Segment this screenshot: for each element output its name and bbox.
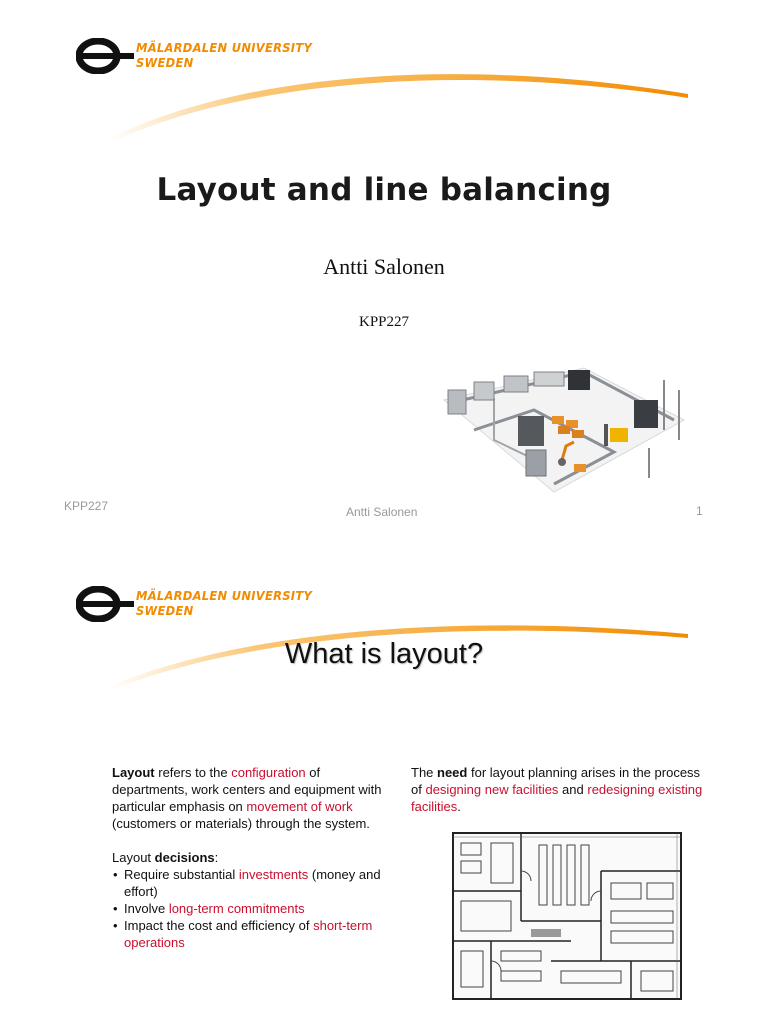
- text-run: Impact the cost and efficiency of: [124, 918, 314, 933]
- logo-line-2: SWEDEN: [136, 55, 194, 70]
- text-run: (customers or materials) through the system.: [112, 816, 370, 831]
- text-run: The: [411, 765, 438, 780]
- logo-line-1: MÄLARDALEN UNIVERSITY: [136, 588, 313, 603]
- factory-layout-illustration: [434, 360, 688, 500]
- bullet-icon: •: [113, 867, 118, 882]
- right-column-text: [411, 764, 711, 815]
- text-run: Involve: [124, 901, 169, 916]
- text-run: refers to the: [154, 765, 232, 780]
- emphasis-redesigning-existing-facilities: redesigning existing facilities: [411, 782, 703, 814]
- left-column-text: [112, 764, 382, 951]
- logo-wordmark: [136, 40, 312, 70]
- mdh-logo-icon: [76, 586, 134, 622]
- term-need: need: [437, 765, 468, 780]
- decisions-heading: [112, 849, 382, 866]
- logo-line-1: MÄLARDALEN UNIVERSITY: [136, 40, 313, 55]
- text-run: Layout: [112, 850, 155, 865]
- text-run: Require substantial: [124, 867, 239, 882]
- bullet-icon: •: [113, 918, 118, 933]
- emphasis-movement-of-work: movement of work: [246, 799, 353, 814]
- text-run: and: [558, 782, 588, 797]
- logo-wordmark: [136, 588, 312, 618]
- list-item: [112, 866, 382, 900]
- emphasis-investments: investments: [238, 867, 309, 882]
- list-item: [112, 917, 382, 951]
- emphasis-configuration: configuration: [231, 765, 306, 780]
- author-name: Antti Salonen: [323, 254, 445, 279]
- university-logo: [76, 586, 313, 626]
- bullet-icon: •: [113, 901, 118, 916]
- text-run: for layout planning arises in the process of: [411, 765, 701, 797]
- emphasis-short-term-operations: short-term operations: [124, 918, 373, 950]
- emphasis-designing-new-facilities: designing new facilities: [425, 782, 559, 797]
- slide-title: What is layout?: [284, 638, 484, 670]
- mdh-logo-icon: [76, 38, 134, 74]
- text-run: :: [214, 850, 219, 865]
- text-run: .: [457, 799, 461, 814]
- orange-swoosh-decoration: [0, 0, 768, 160]
- floor-plan-drawing: [451, 831, 683, 1001]
- slide-title: Layout and line balancing: [156, 172, 612, 208]
- list-item: [112, 900, 382, 917]
- footer-course: KPP227: [64, 499, 109, 513]
- page-number: 1: [696, 504, 703, 518]
- term-decisions: decisions: [154, 850, 215, 865]
- footer-author: Antti Salonen: [346, 505, 418, 519]
- course-code: KPP227: [358, 314, 410, 330]
- term-layout: Layout: [112, 765, 155, 780]
- logo-line-2: SWEDEN: [136, 603, 194, 618]
- decisions-list: [112, 866, 382, 951]
- slide-2: [0, 548, 768, 1024]
- emphasis-long-term-commitments: long-term commitments: [168, 901, 305, 916]
- text-run: of departments, work centers and equipment with particular emphasis on: [112, 765, 382, 814]
- layout-definition: [112, 764, 382, 832]
- text-run: (money and effort): [124, 867, 381, 899]
- university-logo: [76, 38, 313, 78]
